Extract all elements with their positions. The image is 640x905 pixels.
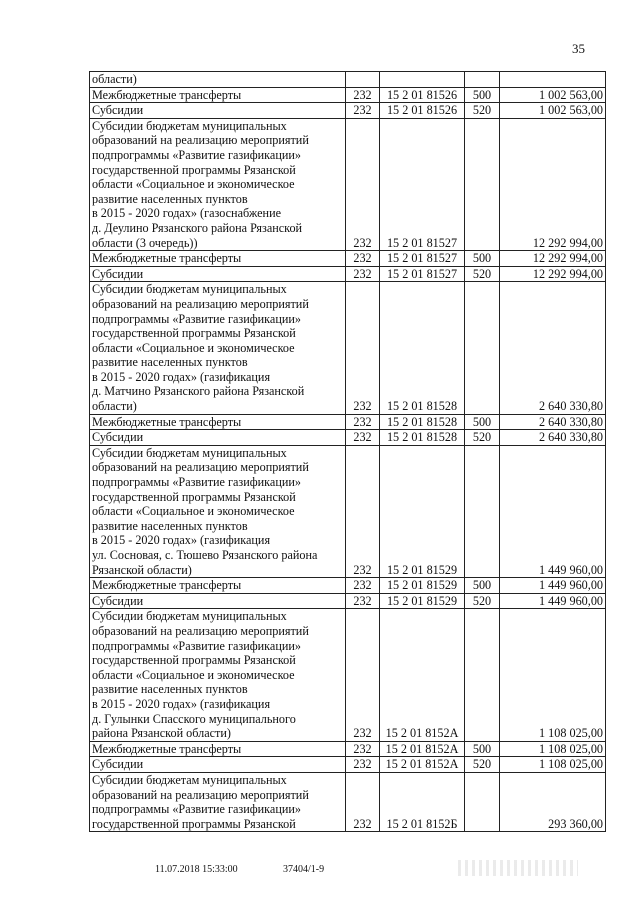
target-article-cell: 15 2 01 8152А: [380, 757, 465, 773]
expense-name-cell: Субсидии: [90, 430, 346, 446]
expense-name-cell: Субсидии бюджетам муниципальных образований на реализацию мероприятий подпрограммы «Развитие газификации» государственной программы Рязанской области «Социальное и экономическое развитие населенных пунктов в 2015 - 2020 годах» (газоснабжение д. Деулино Рязанского района Рязанской области (3 очередь)): [90, 118, 346, 250]
target-article-cell: 15 2 01 81527: [380, 118, 465, 250]
table-row: [90, 445, 606, 577]
department-code-cell: 232: [346, 87, 380, 103]
expense-type-cell: 520: [465, 430, 500, 446]
table-row: [90, 772, 606, 831]
target-article-cell: 15 2 01 81527: [380, 251, 465, 267]
table-row: [90, 430, 606, 446]
budget-table-body: [90, 72, 606, 832]
department-code-cell: 232: [346, 251, 380, 267]
department-code-cell: 232: [346, 609, 380, 741]
department-code-cell: 232: [346, 414, 380, 430]
target-article-cell: 15 2 01 8152А: [380, 741, 465, 757]
expense-type-cell: 500: [465, 578, 500, 594]
department-code-cell: 232: [346, 772, 380, 831]
expense-name-cell: Субсидии: [90, 757, 346, 773]
amount-cell: 1 449 960,00: [500, 578, 606, 594]
expense-type-cell: [465, 445, 500, 577]
table-row: [90, 414, 606, 430]
target-article-cell: 15 2 01 81529: [380, 445, 465, 577]
department-code-cell: 232: [346, 578, 380, 594]
expense-name-cell: Межбюджетные трансферты: [90, 578, 346, 594]
expense-type-cell: [465, 772, 500, 831]
table-row: [90, 266, 606, 282]
scan-stamp-mark: [458, 860, 578, 876]
target-article-cell: 15 2 01 8152Б: [380, 772, 465, 831]
footer-date: 11.07.2018 15:33:00: [155, 864, 238, 875]
target-article-cell: 15 2 01 81526: [380, 87, 465, 103]
amount-cell: 2 640 330,80: [500, 282, 606, 414]
target-article-cell: 15 2 01 81526: [380, 103, 465, 119]
expense-name-cell: Субсидии бюджетам муниципальных образований на реализацию мероприятий подпрограммы «Развитие газификации» государственной программы Рязанской: [90, 772, 346, 831]
expense-name-cell: области): [90, 72, 346, 88]
amount-cell: 1 002 563,00: [500, 87, 606, 103]
expense-type-cell: 500: [465, 741, 500, 757]
department-code-cell: 232: [346, 593, 380, 609]
target-article-cell: 15 2 01 81528: [380, 414, 465, 430]
amount-cell: 293 360,00: [500, 772, 606, 831]
table-row: [90, 593, 606, 609]
department-code-cell: 232: [346, 282, 380, 414]
target-article-cell: 15 2 01 81527: [380, 266, 465, 282]
amount-cell: 1 108 025,00: [500, 609, 606, 741]
expense-name-cell: Субсидии бюджетам муниципальных образований на реализацию мероприятий подпрограммы «Развитие газификации» государственной программы Рязанской области «Социальное и экономическое развитие населенных пунктов в 2015 - 2020 годах» (газификация д. Матчино Рязанского района Рязанской области): [90, 282, 346, 414]
expense-name-cell: Межбюджетные трансферты: [90, 741, 346, 757]
expense-name-cell: Субсидии бюджетам муниципальных образований на реализацию мероприятий подпрограммы «Развитие газификации» государственной программы Рязанской области «Социальное и экономическое развитие населенных пунктов в 2015 - 2020 годах» (газификация д. Гулынки Спасского муниципального района Рязанской области): [90, 609, 346, 741]
amount-cell: 1 449 960,00: [500, 445, 606, 577]
target-article-cell: [380, 72, 465, 88]
amount-cell: 2 640 330,80: [500, 414, 606, 430]
amount-cell: 1 002 563,00: [500, 103, 606, 119]
expense-type-cell: 520: [465, 757, 500, 773]
department-code-cell: 232: [346, 103, 380, 119]
target-article-cell: 15 2 01 8152А: [380, 609, 465, 741]
expense-type-cell: 520: [465, 593, 500, 609]
table-row: [90, 609, 606, 741]
expense-name-cell: Межбюджетные трансферты: [90, 87, 346, 103]
department-code-cell: 232: [346, 741, 380, 757]
expense-type-cell: 520: [465, 266, 500, 282]
expense-type-cell: 520: [465, 103, 500, 119]
amount-cell: 12 292 994,00: [500, 266, 606, 282]
budget-table: [89, 71, 606, 832]
department-code-cell: [346, 72, 380, 88]
table-row: [90, 251, 606, 267]
expense-name-cell: Субсидии: [90, 266, 346, 282]
expense-type-cell: [465, 609, 500, 741]
expense-type-cell: [465, 282, 500, 414]
expense-type-cell: 500: [465, 251, 500, 267]
amount-cell: 12 292 994,00: [500, 251, 606, 267]
expense-type-cell: [465, 72, 500, 88]
table-row: [90, 118, 606, 250]
page-number: 35: [572, 41, 585, 56]
expense-type-cell: [465, 118, 500, 250]
table-row: [90, 87, 606, 103]
expense-type-cell: 500: [465, 87, 500, 103]
target-article-cell: 15 2 01 81528: [380, 430, 465, 446]
expense-name-cell: Межбюджетные трансферты: [90, 414, 346, 430]
amount-cell: 12 292 994,00: [500, 118, 606, 250]
amount-cell: 1 108 025,00: [500, 757, 606, 773]
expense-name-cell: Межбюджетные трансферты: [90, 251, 346, 267]
expense-type-cell: 500: [465, 414, 500, 430]
expense-name-cell: Субсидии бюджетам муниципальных образований на реализацию мероприятий подпрограммы «Развитие газификации» государственной программы Рязанской области «Социальное и экономическое развитие населенных пунктов в 2015 - 2020 годах» (газификация ул. Сосновая, с. Тюшево Рязанского района Рязанской области): [90, 445, 346, 577]
expense-name-cell: Субсидии: [90, 593, 346, 609]
amount-cell: 1 108 025,00: [500, 741, 606, 757]
table-row: [90, 578, 606, 594]
department-code-cell: 232: [346, 430, 380, 446]
department-code-cell: 232: [346, 445, 380, 577]
department-code-cell: 232: [346, 757, 380, 773]
table-row: [90, 72, 606, 88]
amount-cell: 1 449 960,00: [500, 593, 606, 609]
table-row: [90, 103, 606, 119]
expense-name-cell: Субсидии: [90, 103, 346, 119]
department-code-cell: 232: [346, 266, 380, 282]
target-article-cell: 15 2 01 81529: [380, 593, 465, 609]
amount-cell: 2 640 330,80: [500, 430, 606, 446]
table-row: [90, 741, 606, 757]
target-article-cell: 15 2 01 81529: [380, 578, 465, 594]
target-article-cell: 15 2 01 81528: [380, 282, 465, 414]
department-code-cell: 232: [346, 118, 380, 250]
table-row: [90, 282, 606, 414]
table-row: [90, 757, 606, 773]
amount-cell: [500, 72, 606, 88]
footer-document-number: 37404/1-9: [283, 864, 325, 875]
